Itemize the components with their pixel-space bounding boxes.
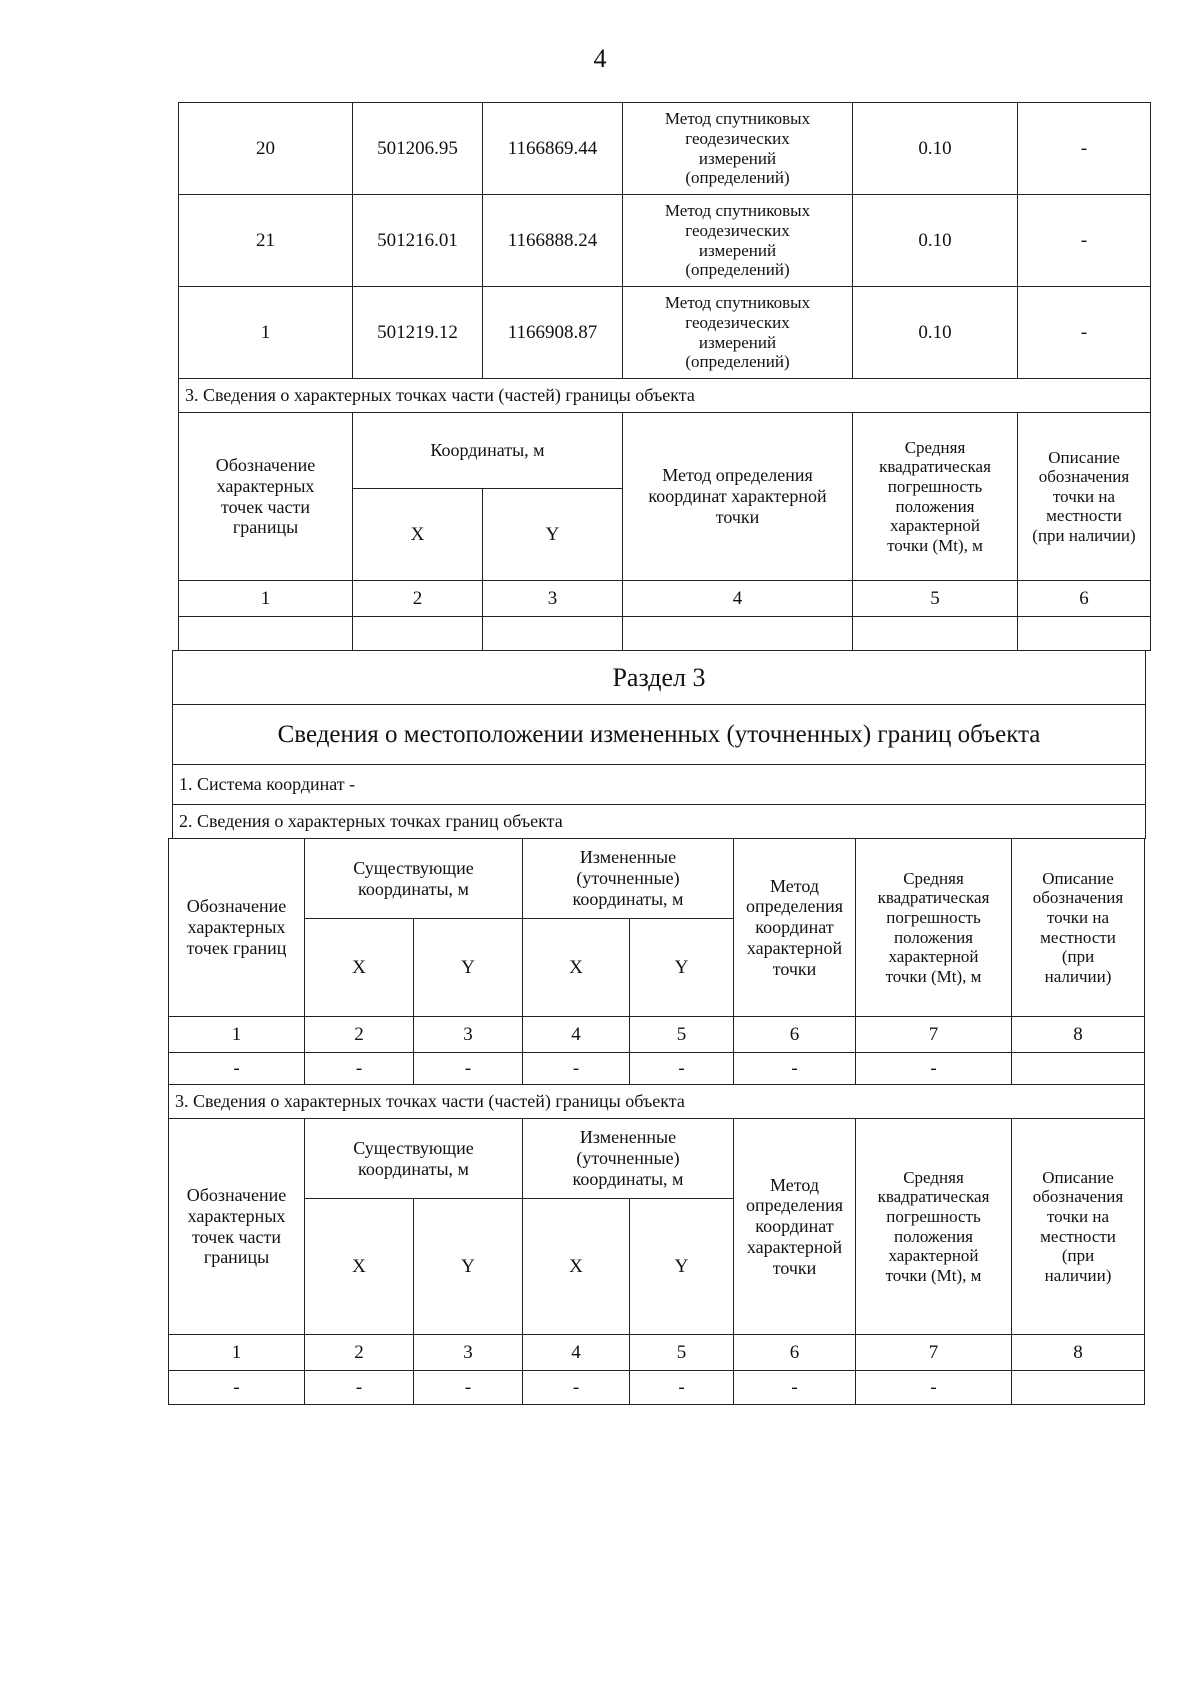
mt-cell: 0.10 bbox=[853, 195, 1018, 287]
column-number: 8 bbox=[1012, 1335, 1145, 1371]
y-cell: 1166869.44 bbox=[483, 103, 623, 195]
header-description: Описание обозначения точки на местности (при наличии) bbox=[1012, 839, 1145, 1017]
point-cell: 21 bbox=[179, 195, 353, 287]
part2-title: 2. Сведения о характерных точках границ объекта bbox=[173, 805, 1146, 839]
point-cell: 20 bbox=[179, 103, 353, 195]
column-number: 7 bbox=[856, 1335, 1012, 1371]
column-number: 4 bbox=[623, 581, 853, 617]
changed-x-cell: - bbox=[523, 1053, 630, 1085]
column-number: 5 bbox=[853, 581, 1018, 617]
changed-x-cell: - bbox=[523, 1371, 630, 1405]
method-cell: Метод спутниковых геодезических измерений (определений) bbox=[623, 287, 853, 379]
coordinates-table-upper bbox=[178, 102, 1151, 651]
table-row bbox=[169, 1053, 1145, 1085]
header-description: Описание обозначения точки на местности (при наличии) bbox=[1012, 1119, 1145, 1335]
header-changed-coords: Измененные (уточненные) координаты, м bbox=[523, 839, 734, 919]
description-cell bbox=[1012, 1053, 1145, 1085]
header-existing-x: X bbox=[305, 919, 414, 1017]
column-number: 1 bbox=[169, 1335, 305, 1371]
column-number: 6 bbox=[734, 1335, 856, 1371]
section-title: Раздел 3 bbox=[173, 651, 1146, 705]
column-number: 3 bbox=[414, 1335, 523, 1371]
mt-cell: - bbox=[856, 1371, 1012, 1405]
column-number: 2 bbox=[305, 1335, 414, 1371]
header-point: Обозначение характерных точек части границы bbox=[179, 413, 353, 581]
column-number: 5 bbox=[630, 1017, 734, 1053]
header-changed-x: X bbox=[523, 919, 630, 1017]
coordinate-system: 1. Система координат - bbox=[173, 765, 1146, 805]
method-cell: - bbox=[734, 1053, 856, 1085]
description-cell: - bbox=[1018, 103, 1151, 195]
column-number: 4 bbox=[523, 1335, 630, 1371]
header-point: Обозначение характерных точек границ bbox=[169, 839, 305, 1017]
method-cell: Метод спутниковых геодезических измерений (определений) bbox=[623, 195, 853, 287]
section-heading: 3. Сведения о характерных точках части (частей) границы объекта bbox=[179, 379, 1151, 413]
table-row bbox=[169, 1371, 1145, 1405]
table-row bbox=[179, 103, 1151, 195]
column-number: 7 bbox=[856, 1017, 1012, 1053]
description-cell bbox=[1012, 1371, 1145, 1405]
header-existing-coords: Существующие координаты, м bbox=[305, 1119, 523, 1199]
point-cell: - bbox=[169, 1371, 305, 1405]
method-cell: Метод спутниковых геодезических измерений (определений) bbox=[623, 103, 853, 195]
mt-cell: - bbox=[856, 1053, 1012, 1085]
header-method: Метод определения координат характерной точки bbox=[623, 413, 853, 581]
table-row bbox=[179, 287, 1151, 379]
existing-x-cell: - bbox=[305, 1053, 414, 1085]
header-existing-y: Y bbox=[414, 919, 523, 1017]
header-mt: Средняя квадратическая погрешность положения характерной точки (Mt), м bbox=[856, 1119, 1012, 1335]
point-cell: 1 bbox=[179, 287, 353, 379]
column-number: 5 bbox=[630, 1335, 734, 1371]
changed-y-cell: - bbox=[630, 1053, 734, 1085]
header-existing-coords: Существующие координаты, м bbox=[305, 839, 523, 919]
changed-boundary-points-table bbox=[168, 838, 1145, 1405]
header-y: Y bbox=[483, 489, 623, 581]
table-row bbox=[179, 195, 1151, 287]
empty-row bbox=[179, 617, 1151, 651]
header-mt: Средняя квадратическая погрешность положения характерной точки (Mt), м bbox=[856, 839, 1012, 1017]
header-existing-y: Y bbox=[414, 1199, 523, 1335]
header-point: Обозначение характерных точек части границы bbox=[169, 1119, 305, 1335]
y-cell: 1166908.87 bbox=[483, 287, 623, 379]
column-numbers-row bbox=[179, 581, 1151, 617]
x-cell: 501216.01 bbox=[353, 195, 483, 287]
header-changed-y: Y bbox=[630, 1199, 734, 1335]
changed-y-cell: - bbox=[630, 1371, 734, 1405]
column-number: 4 bbox=[523, 1017, 630, 1053]
column-number: 1 bbox=[169, 1017, 305, 1053]
description-cell: - bbox=[1018, 195, 1151, 287]
header-description: Описание обозначения точки на местности (при наличии) bbox=[1018, 413, 1151, 581]
column-number: 8 bbox=[1012, 1017, 1145, 1053]
section3-header bbox=[172, 650, 1146, 839]
header-changed-coords: Измененные (уточненные) координаты, м bbox=[523, 1119, 734, 1199]
header-coords: Координаты, м bbox=[353, 413, 623, 489]
column-number: 2 bbox=[353, 581, 483, 617]
x-cell: 501206.95 bbox=[353, 103, 483, 195]
section-subtitle: Сведения о местоположении измененных (уточненных) границ объекта bbox=[173, 705, 1146, 765]
header-method: Метод определения координат характерной точки bbox=[734, 1119, 856, 1335]
column-number: 1 bbox=[179, 581, 353, 617]
x-cell: 501219.12 bbox=[353, 287, 483, 379]
header-x: X bbox=[353, 489, 483, 581]
column-number: 3 bbox=[483, 581, 623, 617]
mt-cell: 0.10 bbox=[853, 287, 1018, 379]
column-number: 3 bbox=[414, 1017, 523, 1053]
method-cell: - bbox=[734, 1371, 856, 1405]
column-number: 6 bbox=[1018, 581, 1151, 617]
column-number: 2 bbox=[305, 1017, 414, 1053]
header-changed-x: X bbox=[523, 1199, 630, 1335]
column-number: 6 bbox=[734, 1017, 856, 1053]
part3-title: 3. Сведения о характерных точках части (частей) границы объекта bbox=[169, 1085, 1145, 1119]
header-mt: Средняя квадратическая погрешность положения характерной точки (Mt), м bbox=[853, 413, 1018, 581]
existing-y-cell: - bbox=[414, 1053, 523, 1085]
mt-cell: 0.10 bbox=[853, 103, 1018, 195]
header-existing-x: X bbox=[305, 1199, 414, 1335]
existing-x-cell: - bbox=[305, 1371, 414, 1405]
existing-y-cell: - bbox=[414, 1371, 523, 1405]
column-numbers-row bbox=[169, 1335, 1145, 1371]
header-method: Метод определения координат характерной точки bbox=[734, 839, 856, 1017]
point-cell: - bbox=[169, 1053, 305, 1085]
page-number: 4 bbox=[593, 44, 607, 73]
header-changed-y: Y bbox=[630, 919, 734, 1017]
column-numbers-row bbox=[169, 1017, 1145, 1053]
y-cell: 1166888.24 bbox=[483, 195, 623, 287]
description-cell: - bbox=[1018, 287, 1151, 379]
